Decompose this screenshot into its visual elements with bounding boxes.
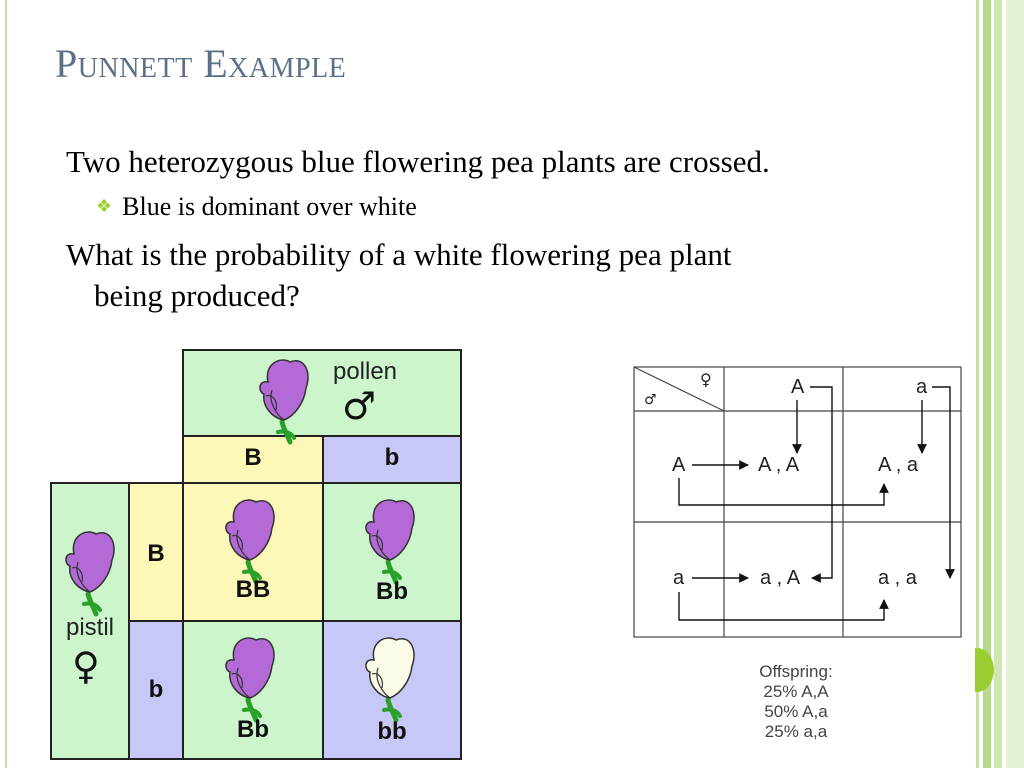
cross-col-allele-a: a: [916, 376, 928, 398]
offspring-title: Offspring:: [759, 662, 833, 681]
row-allele-b: b: [148, 676, 164, 703]
question-line-1: What is the probability of a white flowering pea plant: [66, 237, 732, 272]
offspring-line-aa: 25% a,a: [764, 722, 828, 741]
genotype-Bb-2: Bb: [237, 716, 269, 743]
genotype-BB: BB: [235, 576, 271, 603]
offspring-line-AA: 25% A,A: [763, 682, 829, 701]
pollen-label: pollen: [332, 358, 398, 385]
cross-col-allele-A: A: [791, 376, 805, 398]
cross-cell-aA: a , A: [760, 567, 801, 589]
cross-male-symbol: ♂: [644, 392, 657, 408]
offspring-line-Aa: 50% A,a: [764, 702, 828, 721]
cross-female-symbol: ♀: [700, 370, 712, 389]
col-allele-b: b: [384, 444, 400, 471]
question-line-2: being produced?: [94, 278, 300, 313]
genotype-Bb-1: Bb: [376, 578, 408, 605]
row-allele-B: B: [147, 540, 165, 567]
cross-cell-Aa: A , a: [878, 454, 919, 476]
bullet-text: Blue is dominant over white: [122, 192, 417, 221]
pistil-label: pistil: [65, 614, 114, 641]
cross-row-allele-a: a: [673, 567, 685, 589]
male-symbol-icon: ♂: [342, 384, 377, 428]
bullet-diamond-icon: ❖: [96, 196, 113, 216]
cross-cell-aa: a , a: [878, 567, 917, 589]
cross-cell-AA: A , A: [758, 454, 800, 476]
offspring-summary: [736, 662, 856, 742]
body-text-line-1: Two heterozygous blue flowering pea plants are crossed.: [66, 144, 770, 179]
genotype-bb: bb: [377, 718, 407, 745]
col-allele-B: B: [244, 444, 262, 471]
slide-title: Punnett Example: [55, 41, 347, 86]
cross-row-allele-A: A: [672, 454, 686, 476]
female-symbol-icon: ♀: [72, 644, 100, 688]
